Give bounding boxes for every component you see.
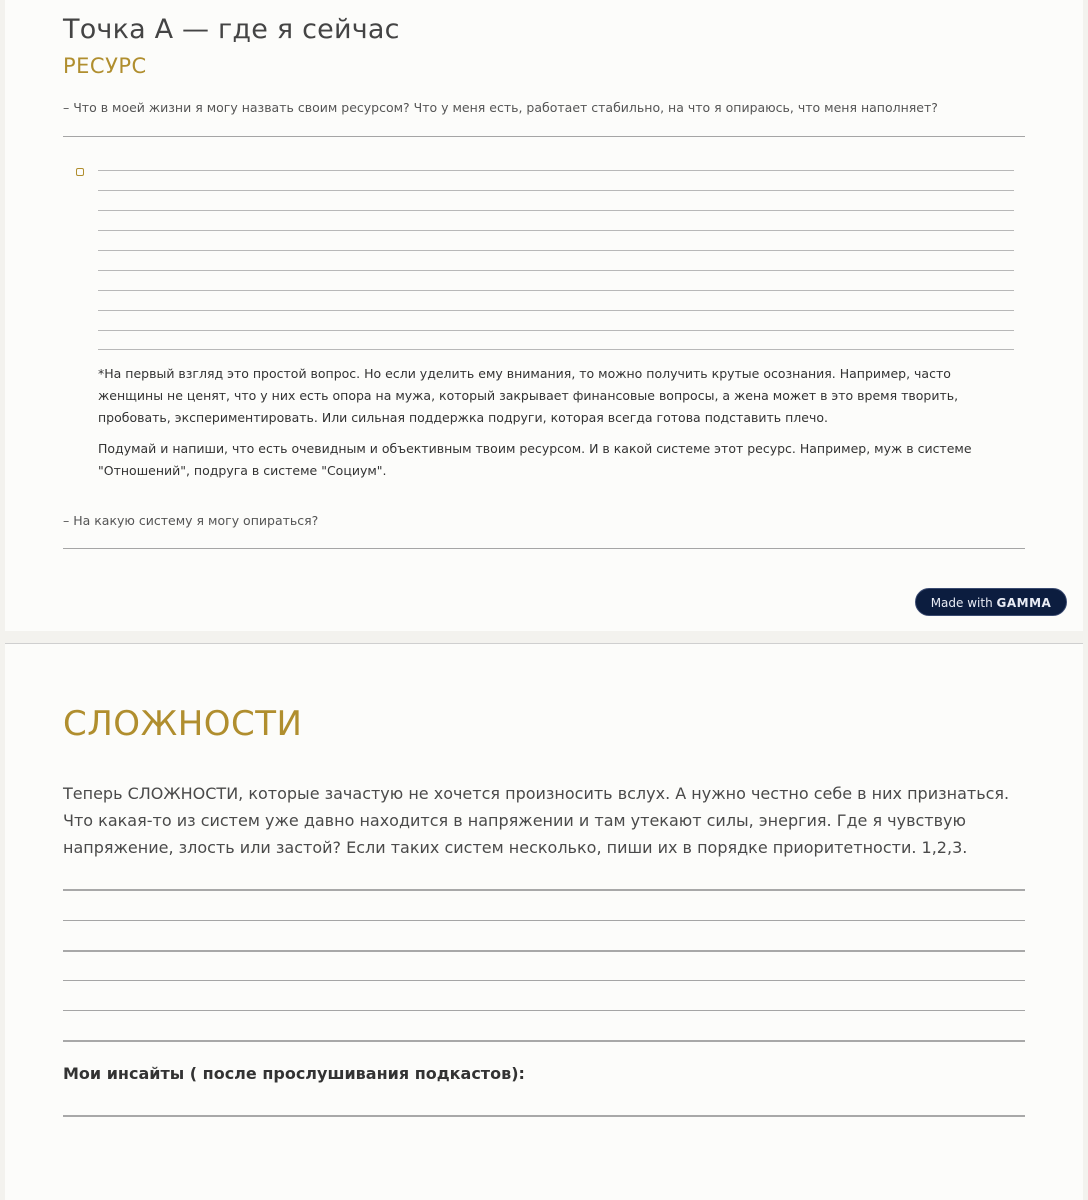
- writing-line[interactable]: [98, 250, 1014, 251]
- writing-line[interactable]: [98, 270, 1014, 271]
- page-difficulties: [5, 643, 1083, 1200]
- made-with-gamma-badge[interactable]: [915, 588, 1067, 616]
- answer-line[interactable]: [63, 1040, 1025, 1042]
- page-title: Точка А — где я сейчас: [63, 14, 400, 45]
- writing-line[interactable]: [98, 330, 1014, 331]
- writing-line[interactable]: [98, 310, 1014, 311]
- answer-line[interactable]: [63, 920, 1025, 921]
- writing-area[interactable]: [98, 170, 1014, 350]
- hint-note: *На первый взгляд это простой вопрос. Но если уделить ему внимания, то можно получить крутые осознания. Например, часто женщины не ценят, что у них есть опора на мужа, который закрывает финансовые вопросы, а жена может в это время творить, пробовать, экспериментировать. Или сильная поддержка подруги, которая всегда готова подставить плечо.: [98, 366, 959, 425]
- question-system: – На какую систему я могу опираться?: [63, 513, 319, 528]
- section-title: СЛОЖНОСТИ: [63, 704, 303, 744]
- writing-line[interactable]: [98, 290, 1014, 291]
- writing-line[interactable]: [98, 190, 1014, 191]
- writing-line[interactable]: [98, 349, 1014, 350]
- checkbox-icon[interactable]: [76, 168, 84, 176]
- writing-line[interactable]: [98, 170, 1014, 171]
- writing-line[interactable]: [98, 210, 1014, 211]
- answer-line[interactable]: [63, 889, 1025, 891]
- answer-line[interactable]: [63, 548, 1025, 549]
- hint-instruction: Подумай и напиши, что есть очевидным и объективным твоим ресурсом. И в какой системе этот ресурс. Например, муж в системе "Отношений", подруга в системе "Социум".: [98, 441, 972, 478]
- answer-line[interactable]: [63, 1010, 1025, 1011]
- page-resource: [5, 0, 1083, 631]
- answer-line[interactable]: [63, 136, 1025, 137]
- section-subtitle: РЕСУРС: [63, 54, 147, 78]
- badge-prefix: Made with: [930, 596, 993, 610]
- answer-line[interactable]: [63, 980, 1025, 981]
- answer-line[interactable]: [63, 950, 1025, 952]
- writing-line[interactable]: [98, 230, 1014, 231]
- question-resource: – Что в моей жизни я могу назвать своим ресурсом? Что у меня есть, работает стабильно, на что я опираюсь, что меня наполняет?: [63, 100, 938, 115]
- insights-label: Мои инсайты ( после прослушивания подкастов):: [63, 1064, 525, 1083]
- answer-line[interactable]: [63, 1115, 1025, 1117]
- gamma-logo: GAMMA: [996, 596, 1052, 610]
- difficulties-description: Теперь СЛОЖНОСТИ, которые зачастую не хочется произносить вслух. А нужно честно себе в них признаться. Что какая-то из систем уже давно находится в напряжении и там утекают силы, энергия. Где я чувствую напряжение, злость или застой? Если таких систем несколько, пиши их в порядке приоритетности. 1,2,3.: [63, 784, 1010, 857]
